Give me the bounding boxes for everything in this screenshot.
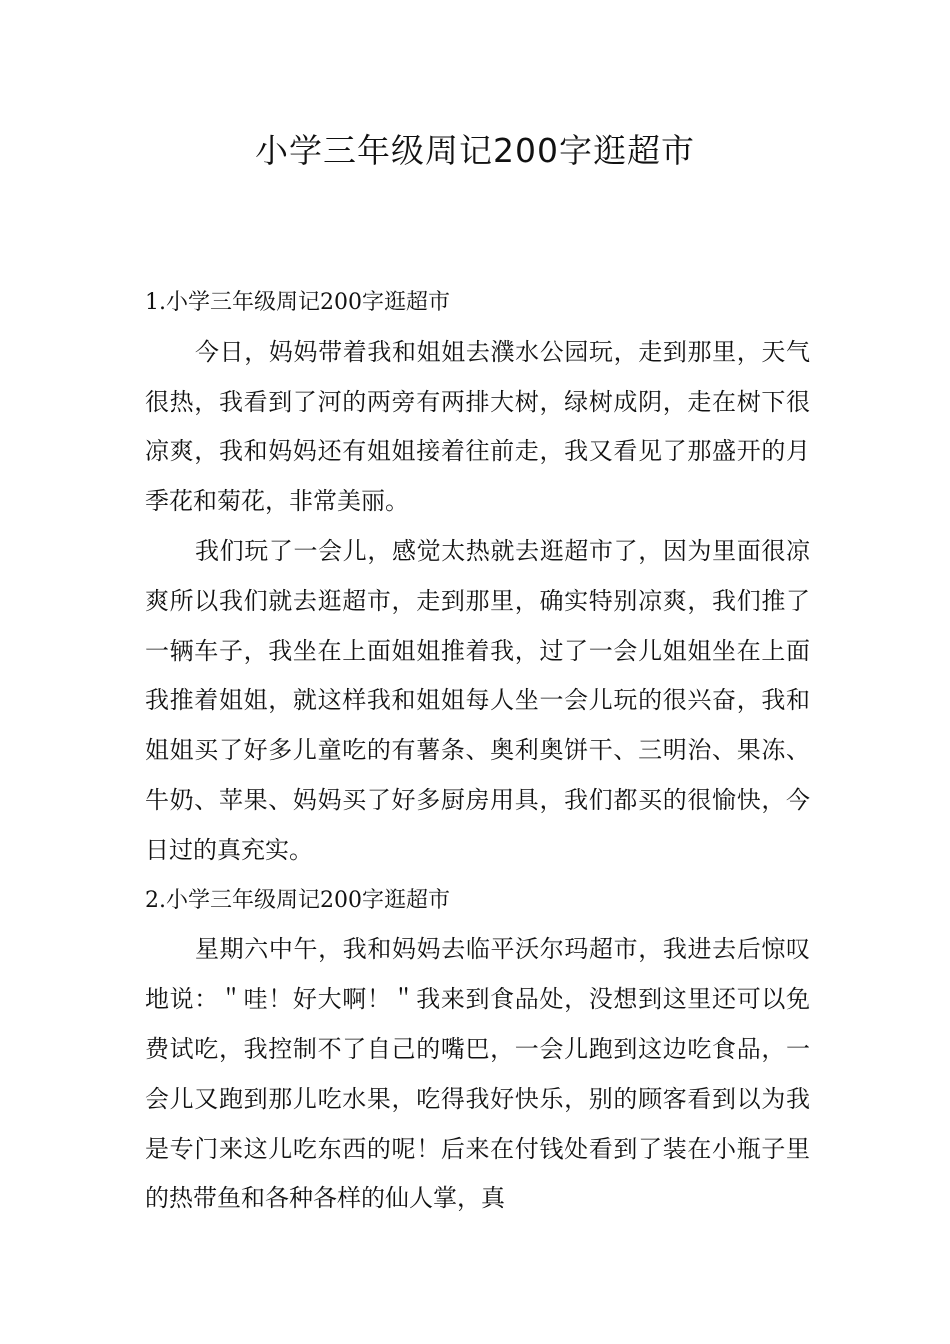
section-2 [145, 876, 810, 1225]
section-heading: 1.小学三年级周记200字逛超市 [145, 290, 450, 315]
paragraph: 星期六中午，我和妈妈去临平沃尔玛超市，我进去后惊叹地说：＂哇！好大啊！＂我来到食品处，没想到这里还可以免费试吃，我控制不了自己的嘴巴，一会儿跑到这边吃食品，一会儿又跑到那儿吃水果，吃得我好快乐，别的顾客看到以为我是专门来这儿吃东西的呢！后来在付钱处看到了装在小瓶子里的热带鱼和各种各样的仙人掌，真 [145, 935, 810, 1213]
document-title: 小学三年级周记200字逛超市 [255, 131, 695, 170]
paragraph: 今日，妈妈带着我和姐姐去濮水公园玩，走到那里，天气很热，我看到了河的两旁有两排大树，绿树成阴，走在树下很凉爽，我和妈妈还有姐姐接着往前走，我又看见了那盛开的月季花和菊花，非常美丽。 [145, 337, 810, 516]
section-heading: 2.小学三年级周记200字逛超市 [145, 887, 450, 913]
document-body [145, 278, 810, 1224]
paragraph: 我们玩了一会儿，感觉太热就去逛超市了，因为里面很凉爽所以我们就去逛超市，走到那里，确实特别凉爽，我们推了一辆车子，我坐在上面姐姐推着我，过了一会儿姐姐坐在上面我推着姐姐，就这样我和姐姐每人坐一会儿玩的很兴奋，我和姐姐买了好多儿童吃的有薯条、奥利奥饼干、三明治、果冻、牛奶、苹果、妈妈买了好多厨房用具，我们都买的很愉快，今日过的真充实。 [145, 536, 810, 864]
section-1 [145, 278, 810, 876]
